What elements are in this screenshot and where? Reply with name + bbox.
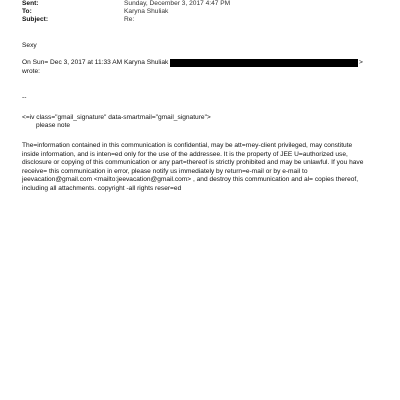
disclaimer-line: inside information, and is inten=ed only for the use of the addressee. It is the property of JEE U=authorized use, bbox=[22, 150, 348, 158]
sent-label: Sent: bbox=[22, 0, 39, 7]
disclaimer-paragraph bbox=[22, 142, 382, 194]
sent-row bbox=[22, 0, 230, 8]
disclaimer-line: including all attachments. copyright -all rights reser=ed bbox=[22, 184, 182, 192]
disclaimer-line: disclosure or copying of this communication or any part=thereof is strictly prohibited and may be unlawful. If you have bbox=[22, 159, 364, 167]
subject-value: Re: bbox=[124, 16, 135, 23]
signature-separator: -- bbox=[22, 94, 27, 101]
subject-label: Subject: bbox=[22, 16, 49, 23]
greeting-text: Sexy bbox=[22, 42, 37, 49]
disclaimer-line: The=information contained in this communication is confidential, may be att=rney-client privileged, may constitute bbox=[22, 142, 353, 149]
subject-row bbox=[22, 16, 134, 24]
to-value: Karyna Shuliak bbox=[124, 8, 169, 15]
quote-header-line: On Sun= Dec 3, 2017 at 11:33 AM Karyna Shuliak bbox=[22, 59, 169, 66]
please-note-line: please note bbox=[36, 122, 71, 129]
to-label: To: bbox=[22, 8, 32, 15]
quote-wrote-line: wrote: bbox=[22, 68, 40, 75]
disclaimer-line: receive= this communication in error, please notify us immediately by return=e-mail or by e-mail to bbox=[22, 167, 308, 175]
signature-markup-line: <=iv class="gmail_signature" data-smartmail="gmail_signature"> bbox=[22, 114, 211, 121]
sent-value: Sunday, December 3, 2017 4:47 PM bbox=[124, 0, 231, 7]
to-row bbox=[22, 8, 168, 16]
quote-header-end: > bbox=[359, 59, 363, 66]
redaction-bar bbox=[170, 59, 358, 67]
disclaimer-line: jeevacation@gmail.com <mailto:jeevacation@gmail.com> , and destroy this communication and al= copies thereof, bbox=[22, 176, 359, 184]
